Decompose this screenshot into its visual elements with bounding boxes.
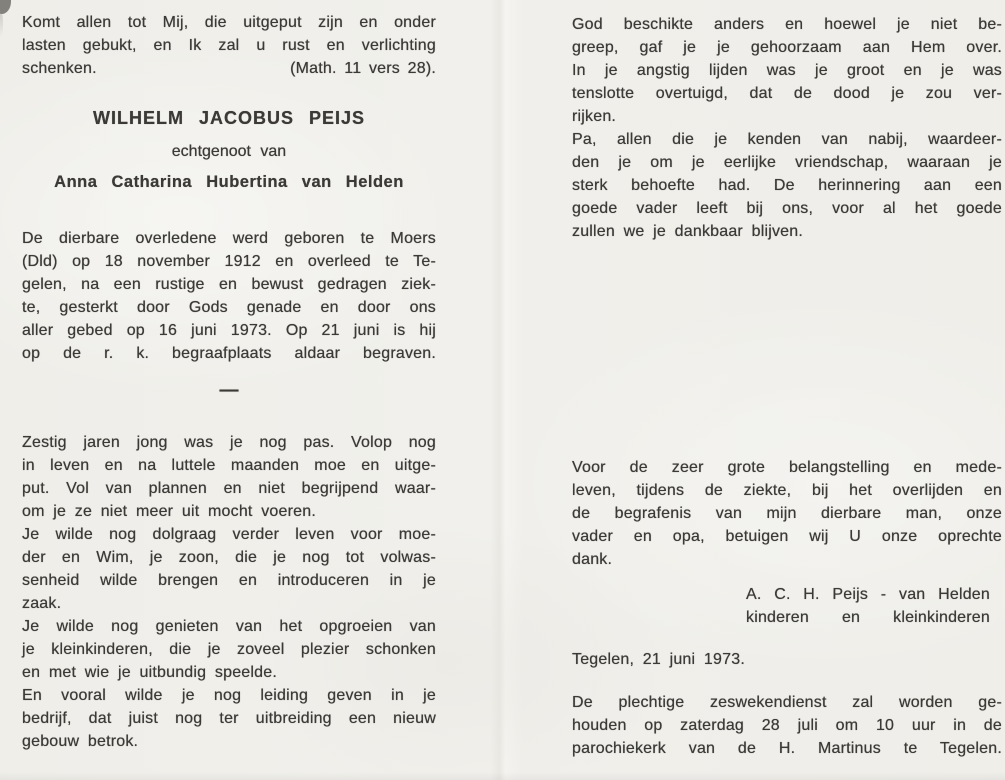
text-line: Je wilde nog dolgraag verder leven voor moe- bbox=[22, 526, 436, 543]
text-line: en met wie je uitbundig speelde. bbox=[22, 664, 277, 681]
text-line: in leven en na luttele maanden moe en uitge- bbox=[22, 457, 436, 474]
text-line: den je om je eerlijke vriendschap, waaraan je bbox=[572, 154, 1002, 171]
quote-last-words: schenken. bbox=[22, 60, 97, 77]
text-line: lasten gebukt, en Ik zal u rust en verlichting bbox=[22, 37, 436, 54]
quote-attribution-line bbox=[22, 57, 436, 80]
scripture-quote bbox=[22, 11, 436, 80]
relation-label: echtgenoot van bbox=[171, 143, 287, 160]
text-line: je kleinkinderen, die je zoveel plezier schonken bbox=[22, 641, 436, 658]
text-line: A. C. H. Peijs - van Helden bbox=[746, 586, 990, 603]
text-line: In je angstig lijden was je groot en je was bbox=[572, 62, 1002, 79]
left-page bbox=[22, 0, 436, 780]
text-line: dank. bbox=[572, 551, 613, 568]
text-line: gebouw betrok. bbox=[22, 733, 139, 750]
section-divider-dash: — bbox=[219, 380, 239, 401]
signature-block bbox=[746, 583, 990, 629]
scripture-reference: (Math. 11 vers 28). bbox=[290, 60, 436, 77]
text-line: der en Wim, je zoon, die je nog tot volwas- bbox=[22, 549, 436, 566]
acknowledgement-paragraph bbox=[572, 456, 1002, 571]
text-line: put. Vol van plannen en niet begrijpend waar- bbox=[22, 480, 436, 497]
text-line: aller gebed op 16 juni 1973. Op 21 juni is hij bbox=[22, 322, 436, 339]
text-line: senheid wilde brengen en introduceren in je bbox=[22, 572, 436, 589]
text-line: goede vader leeft bij ons, voor al het goede bbox=[572, 200, 1002, 217]
memorial-text-paragraph bbox=[22, 431, 436, 753]
text-line: houden op zaterdag 28 juli om 10 uur in de bbox=[572, 717, 1002, 734]
deceased-name-heading: WILHELM JACOBUS PEIJS bbox=[92, 108, 366, 128]
text-line: zullen we je dankbaar blijven. bbox=[572, 223, 804, 240]
text-line: En vooral wilde je nog leiding geven in je bbox=[22, 687, 436, 704]
text-line: de begrafenis van mijn dierbare man, onze bbox=[572, 505, 1002, 522]
text-line: greep, gaf je je gehoorzaam aan Hem over. bbox=[572, 39, 1002, 56]
text-line: rijken. bbox=[572, 108, 617, 125]
text-line: Voor de zeer grote belangstelling en mede- bbox=[572, 459, 1002, 476]
text-line: gelen, na een rustige en bewust gedragen ziek- bbox=[22, 276, 436, 293]
text-line: Zestig jaren jong was je nog pas. Volop nog bbox=[22, 434, 436, 451]
text-line: parochiekerk van de H. Martinus te Tegelen. bbox=[572, 740, 1002, 757]
memorial-service-paragraph bbox=[572, 691, 1002, 760]
life-details-paragraph bbox=[22, 227, 436, 365]
scan-corner-smudge bbox=[0, 0, 11, 14]
text-line: Je wilde nog genieten van het opgroeien van bbox=[22, 618, 436, 635]
text-line: bedrijf, dat juist nog ter uitbreiding een nieuw bbox=[22, 710, 436, 727]
text-line: Pa, allen die je kenden van nabij, waardeer- bbox=[572, 131, 1002, 148]
text-line: kinderen en kleinkinderen bbox=[746, 609, 990, 626]
text-line: vader en opa, betuigen wij U onze oprechte bbox=[572, 528, 1002, 545]
text-line: om je ze niet meer uit mocht voeren. bbox=[22, 503, 316, 520]
text-line: De plechtige zeswekendienst zal worden ge- bbox=[572, 694, 1002, 711]
place-dateline: Tegelen, 21 juni 1973. bbox=[572, 651, 745, 668]
text-line: op de r. k. begraafplaats aldaar begraven. bbox=[22, 345, 436, 362]
spouse-name-heading: Anna Catharina Hubertina van Helden bbox=[54, 173, 404, 191]
text-line: leven, tijdens de ziekte, bij het overlijden en bbox=[572, 482, 1002, 499]
text-line: tenslotte overtuigd, dat de dood je zou ver- bbox=[572, 85, 1002, 102]
text-line: Komt allen tot Mij, die uitgeput zijn en onder bbox=[22, 14, 436, 31]
right-page bbox=[572, 0, 1002, 780]
text-line: te, gesterkt door Gods genade en door ons bbox=[22, 299, 436, 316]
text-line: God beschikte anders en hoewel je niet be- bbox=[572, 16, 1002, 33]
surrender-text-paragraph bbox=[572, 13, 1002, 243]
text-line: sterk behoefte had. De herinnering aan een bbox=[572, 177, 1002, 194]
text-line: De dierbare overledene werd geboren te Moers bbox=[22, 230, 436, 247]
text-line: zaak. bbox=[22, 595, 62, 612]
quote-lines bbox=[22, 11, 436, 57]
text-line: (Dld) op 18 november 1912 en overleed te Te- bbox=[22, 253, 436, 270]
